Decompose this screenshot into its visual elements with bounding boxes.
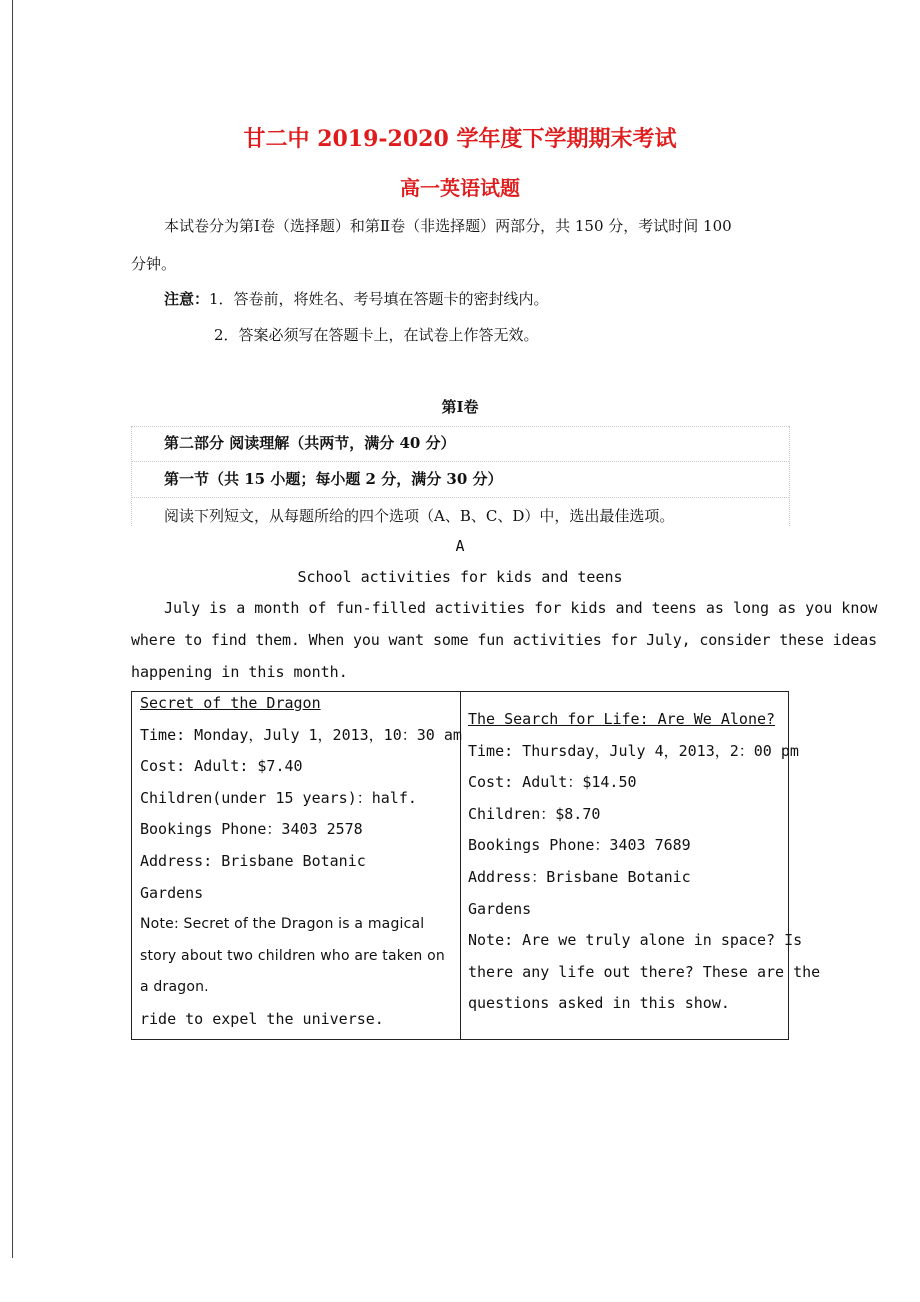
exam-title: 甘二中 2019-2020 学年度下学期期末考试 xyxy=(243,126,677,152)
exam-subtitle: 高一英语试题 xyxy=(400,176,520,200)
event-left-cost: Cost: Adult: $7.40 xyxy=(140,757,303,776)
notes-label: 注意： xyxy=(164,290,210,308)
subpart-heading: 第一节（共 15 小题；每小题 2 分，满分 30 分） xyxy=(164,470,503,488)
event-right-note-cont: questions asked in this show. xyxy=(468,994,730,1013)
part-heading: 第二部分 阅读理解（共两节，满分 40 分） xyxy=(164,434,456,452)
event-left-address-cont: Gardens xyxy=(140,883,204,902)
passage-line-2: where to find them. When you want some fun activities for July, consider these ideas xyxy=(131,631,877,649)
event-left-time: Time: Monday，July 1，2013，10：30 am xyxy=(140,725,462,744)
passage-letter: A xyxy=(455,537,465,555)
dotted-border xyxy=(789,426,790,526)
passage-line-1: July is a month of fun-filled activities for kids and teens as long as you know xyxy=(164,599,878,617)
event-right-phone: Bookings Phone：3403 7689 xyxy=(468,836,691,855)
event-right-address-cont: Gardens xyxy=(468,899,532,918)
note-2: 2．答案必须写在答题卡上，在试卷上作答无效。 xyxy=(214,326,539,344)
event-right-note: Note: Are we truly alone in space? Is xyxy=(468,931,803,950)
events-table xyxy=(131,691,821,1040)
event-left-note: Note: Secret of the Dragon is a magical xyxy=(140,916,425,933)
intro-line-1: 本试卷分为第Ⅰ卷（选择题）和第Ⅱ卷（非选择题）两部分，共 150 分，考试时间 100 xyxy=(164,217,732,235)
event-left-name: Secret of the Dragon xyxy=(140,694,321,712)
event-right-children: Children：$8.70 xyxy=(468,804,601,823)
instruction: 阅读下列短文，从每题所给的四个选项（A、B、C、D）中，选出最佳选项。 xyxy=(164,507,675,525)
note-1-text: 1．答卷前，将姓名、考号填在答题卡的密封线内。 xyxy=(209,290,549,308)
event-right-cost: Cost: Adult：$14.50 xyxy=(468,773,637,792)
event-right-name: The Search for Life: Are We Alone? xyxy=(468,710,776,728)
passage-title: School activities for kids and teens xyxy=(297,568,623,586)
event-left-note-cont: story about two children who are taken on xyxy=(140,947,445,964)
dotted-border xyxy=(131,426,132,526)
event-right xyxy=(468,704,820,1020)
event-left-note-cont: a dragon. xyxy=(140,979,209,996)
passage-line-3: happening in this month. xyxy=(131,663,348,681)
dotted-rule xyxy=(131,426,789,427)
event-right-address: Address：Brisbane Botanic xyxy=(468,867,691,886)
event-left-address: Address: Brisbane Botanic xyxy=(140,851,366,870)
event-left xyxy=(140,688,462,1036)
event-left-note-cont: ride to expel the universe. xyxy=(140,1009,384,1028)
volume-heading: 第Ⅰ卷 xyxy=(441,398,479,416)
event-right-note-cont: there any life out there? These are the xyxy=(468,962,821,981)
event-left-phone: Bookings Phone：3403 2578 xyxy=(140,820,363,839)
dotted-rule xyxy=(131,497,789,498)
event-right-time: Time: Thursday，July 4，2013，2：00 pm xyxy=(468,741,799,760)
note-1 xyxy=(164,289,549,309)
intro-line-2: 分钟。 xyxy=(131,255,177,273)
event-left-children: Children(under 15 years)：half. xyxy=(140,788,417,807)
dotted-rule xyxy=(131,461,789,462)
